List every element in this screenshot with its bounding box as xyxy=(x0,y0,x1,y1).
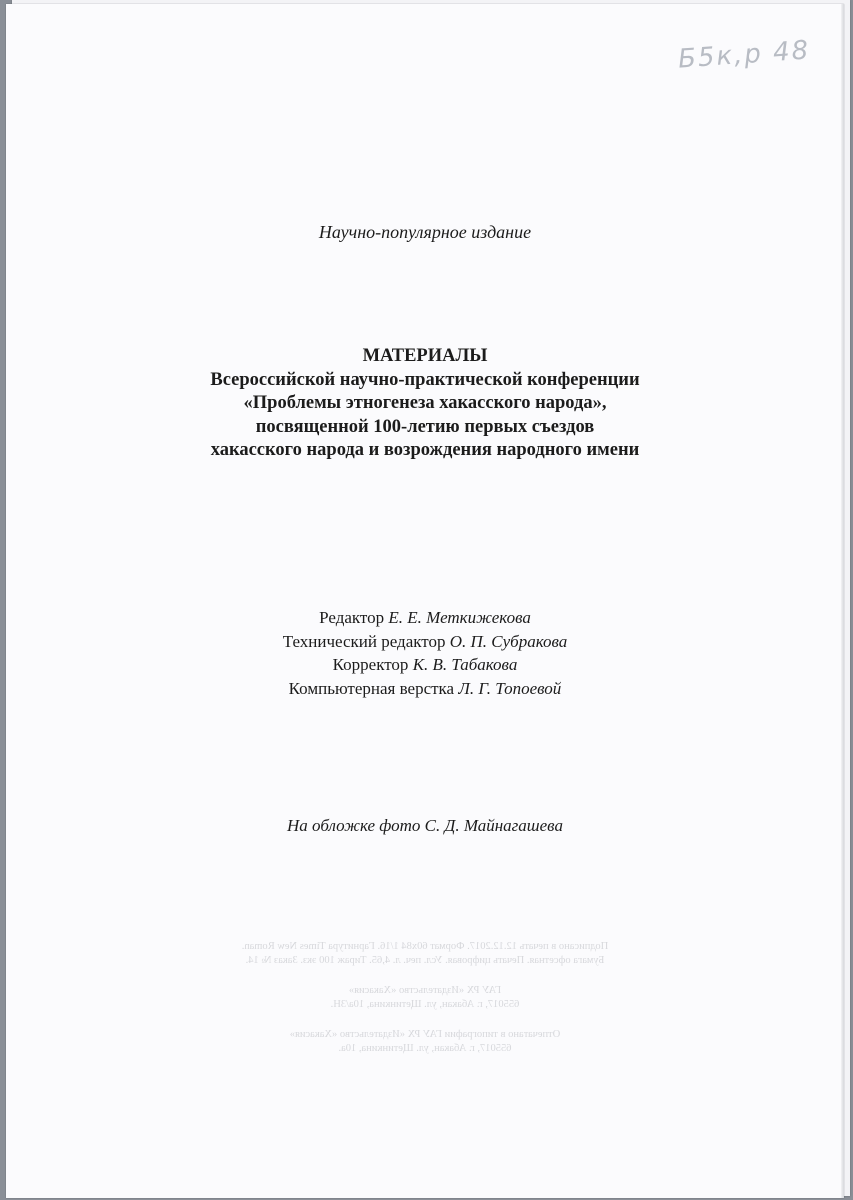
title-line-1: МАТЕРИАЛЫ xyxy=(362,346,488,366)
credit-name: Л. Г. Топоевой xyxy=(458,678,562,698)
handwritten-inventory-mark: Б5к,р 48 xyxy=(677,35,812,75)
bleed-line: ГАУ РХ «Издательство «Хакасия» xyxy=(348,985,502,996)
bleed-group-2 xyxy=(6,984,844,1012)
credit-role: Редактор xyxy=(319,608,385,627)
bleed-through-imprint xyxy=(6,940,844,1072)
credits-block xyxy=(6,606,844,700)
title-line-3: «Проблемы этногенеза хакасского народа», xyxy=(243,393,607,413)
title-block xyxy=(6,345,844,463)
bleed-line: Отпечатано в типографии ГАУ РХ «Издательство «Хакасия» xyxy=(289,1029,561,1040)
credit-technical-editor xyxy=(6,630,844,654)
bleed-line: 655017, г. Абакан, ул. Щетинкина, 10а. xyxy=(338,1043,512,1054)
book-page xyxy=(6,4,844,1198)
bleed-group-3 xyxy=(6,1028,844,1056)
bleed-group-1 xyxy=(6,940,844,968)
credit-role: Корректор xyxy=(332,655,409,674)
credit-proofreader xyxy=(6,653,844,677)
credit-layout xyxy=(6,677,844,701)
bleed-line: 655017, г. Абакан, ул. Щетинкина, 10а/3Н. xyxy=(330,999,520,1010)
credit-name: О. П. Субракова xyxy=(449,631,568,651)
cover-photo-credit: На обложке фото С. Д. Майнагашева xyxy=(287,816,563,835)
bleed-line: Бумага офсетная. Печать цифровая. Усл. печ. л. 4,65. Тираж 100 экз. Заказ № 14. xyxy=(245,955,605,966)
credit-name: Е. Е. Меткижекова xyxy=(388,608,531,627)
title-line-2: Всероссийской научно-практической конференции xyxy=(210,369,640,390)
title-line-5: хакасского народа и возрождения народного имени xyxy=(210,440,640,460)
publication-genre: Научно-популярное издание xyxy=(318,222,532,242)
credit-name: К. В. Табакова xyxy=(412,655,518,674)
credit-role: Технический редактор xyxy=(282,631,446,651)
title-line-4: посвященной 100-летию первых съездов xyxy=(255,416,595,437)
credit-editor xyxy=(6,606,844,630)
credit-role: Компьютерная верстка xyxy=(288,678,455,698)
bleed-line: Подписано в печать 12.12.2017. Формат 60x84 1/16. Гарнитура Times New Roman. xyxy=(241,941,609,952)
